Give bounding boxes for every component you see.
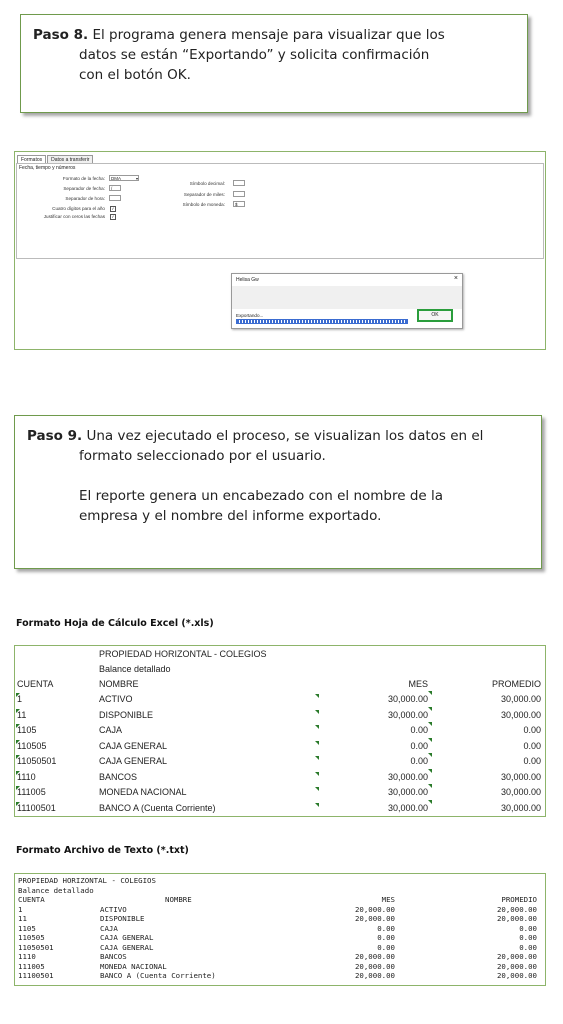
cell-indicator-icon [315, 756, 319, 760]
time-sep-label: Separador de hora: [65, 196, 105, 201]
table-row [15, 770, 545, 785]
cell-promedio: 0.00 [523, 756, 541, 766]
cell-indicator-icon [428, 784, 432, 788]
text-cell-nombre: BANCOS [100, 952, 127, 961]
table-row [15, 754, 545, 769]
cell-indicator-icon [315, 803, 319, 807]
group-label: Fecha, tiempo y números [19, 165, 76, 171]
text-cell-cuenta: 11 [18, 914, 27, 923]
text-row [15, 952, 545, 962]
text-cell-promedio: 0.00 [519, 933, 537, 942]
table-row [15, 708, 545, 723]
cell-indicator-icon [16, 693, 20, 697]
year4-checkbox[interactable]: ✓ [111, 206, 115, 211]
cell-nombre: ACTIVO [99, 694, 133, 704]
step8-line1-row [33, 25, 515, 45]
cell-cuenta: 1105 [17, 725, 37, 735]
cell-promedio: 30,000.00 [500, 694, 541, 704]
col-nombre: NOMBRE [99, 679, 139, 689]
currency-label: Símbolo de moneda: [182, 202, 225, 207]
cell-indicator-icon [428, 769, 432, 773]
chevron-down-icon: ▾ [135, 176, 138, 181]
cell-mes: 0.00 [410, 725, 428, 735]
step9-line3: El reporte genera un encabezado con el nombre de la [79, 488, 444, 504]
cell-cuenta: 1110 [17, 771, 36, 782]
excel-report-row [15, 662, 545, 677]
cell-cuenta: 11 [17, 709, 27, 720]
ok-button[interactable]: OK [417, 309, 453, 322]
cell-cuenta: 11050501 [17, 756, 57, 766]
text-cell-promedio: 20,000.00 [496, 971, 537, 980]
cell-promedio: 0.00 [523, 725, 541, 735]
text-cell-cuenta: 11100501 [18, 971, 54, 980]
cell-nombre: CAJA GENERAL [99, 756, 168, 766]
cell-indicator-icon [428, 753, 432, 757]
text-cell-promedio: 20,000.00 [496, 914, 537, 923]
text-company-row [15, 876, 545, 886]
time-sep-input[interactable] [109, 195, 121, 201]
thousands-label: Separador de miles: [183, 192, 225, 197]
step9-note [14, 415, 542, 569]
text-cell-mes: 20,000.00 [354, 952, 395, 961]
text-cell-mes: 20,000.00 [354, 904, 395, 914]
cell-nombre: DISPONIBLE [99, 709, 154, 720]
cell-indicator-icon [428, 800, 432, 804]
text-col-promedio: PROMEDIO [501, 895, 537, 904]
text-cell-mes: 20,000.00 [354, 914, 395, 923]
table-row [15, 739, 545, 754]
cell-nombre: MONEDA NACIONAL [99, 787, 187, 797]
cell-promedio: 30,000.00 [500, 802, 541, 813]
export-dialog [231, 273, 463, 329]
cell-mes: 30,000.00 [387, 709, 428, 720]
cell-cuenta: 110505 [17, 740, 47, 751]
cell-indicator-icon [16, 786, 20, 790]
text-row [15, 943, 545, 953]
text-col-nombre: NOMBRE [165, 895, 192, 904]
text-company: PROPIEDAD HORIZONTAL - COLEGIOS [18, 876, 156, 885]
text-cell-cuenta: 1110 [18, 952, 36, 961]
text-cell-cuenta: 111005 [18, 961, 45, 971]
cell-indicator-icon [16, 802, 20, 806]
text-cell-mes: 20,000.00 [354, 971, 395, 980]
dialog-message: Exportando... [236, 313, 264, 318]
text-cell-promedio: 20,000.00 [496, 961, 537, 971]
col-cuenta: CUENTA [17, 679, 54, 689]
table-row [15, 692, 545, 707]
cell-indicator-icon [428, 722, 432, 726]
step9-line1: Una vez ejecutado el proceso, se visualizan los datos en el [86, 428, 484, 444]
text-row [15, 971, 545, 981]
excel-header-row [15, 677, 545, 692]
text-cell-mes: 0.00 [377, 923, 395, 933]
step8-line3: con el botón OK. [79, 67, 191, 83]
decimal-label: Símbolo decimal: [189, 181, 225, 186]
date-sep-input[interactable]: / [109, 185, 121, 191]
text-cell-nombre: CAJA GENERAL [100, 933, 154, 942]
text-cell-cuenta: 1105 [18, 923, 36, 933]
text-row [15, 962, 545, 972]
cell-mes: 30,000.00 [387, 802, 428, 813]
table-row [15, 801, 545, 816]
step9-line1-row [27, 426, 529, 446]
cell-nombre: CAJA GENERAL [99, 740, 168, 751]
cell-mes: 30,000.00 [387, 771, 428, 782]
text-row [15, 905, 545, 915]
excel-sheet [14, 645, 546, 817]
text-col-cuenta: CUENTA [18, 895, 45, 904]
cell-cuenta: 11100501 [17, 802, 56, 813]
cell-mes: 0.00 [410, 740, 428, 751]
cell-promedio: 30,000.00 [500, 709, 541, 720]
text-cell-promedio: 20,000.00 [496, 904, 537, 914]
text-heading: Formato Archivo de Texto (*.txt) [16, 845, 189, 856]
step8-note [20, 14, 528, 113]
cell-indicator-icon [315, 725, 319, 729]
justify-label: Justificar con ceros las fechas [43, 214, 105, 219]
dialog-body [232, 286, 462, 309]
text-cell-nombre: BANCO A (Cuenta Corriente) [100, 971, 216, 980]
text-cell-cuenta: 110505 [18, 933, 45, 942]
text-cell-cuenta: 1 [18, 904, 23, 914]
cell-indicator-icon [315, 710, 319, 714]
text-cell-nombre: ACTIVO [100, 904, 127, 914]
cell-nombre: BANCOS [99, 771, 138, 782]
text-row [15, 933, 545, 943]
export-screenshot [14, 151, 546, 350]
table-row [15, 723, 545, 738]
text-cell-mes: 0.00 [377, 942, 395, 952]
date-format-value: DMA [111, 176, 121, 181]
text-cell-nombre: CAJA [100, 923, 118, 933]
date-number-group [16, 163, 544, 259]
cell-indicator-icon [315, 787, 319, 791]
text-row [15, 914, 545, 924]
tab-formatos[interactable]: Formatos [17, 155, 46, 164]
step9-label: Paso 9. [27, 428, 83, 444]
cell-indicator-icon [315, 741, 319, 745]
decimal-input[interactable] [233, 180, 245, 186]
text-cell-nombre: DISPONIBLE [100, 914, 145, 923]
excel-company: PROPIEDAD HORIZONTAL - COLEGIOS [99, 649, 267, 659]
thousands-input[interactable] [233, 191, 245, 197]
step8-line2: datos se están “Exportando” y solicita confirmación [79, 47, 430, 63]
cell-indicator-icon [428, 738, 432, 742]
text-cell-promedio: 0.00 [519, 923, 537, 933]
cell-promedio: 30,000.00 [500, 787, 541, 797]
date-format-label: Formato de la fecha: [62, 176, 105, 181]
date-sep-label: Separador de fecha: [63, 186, 105, 191]
cell-indicator-icon [16, 709, 20, 713]
cell-indicator-icon [16, 755, 20, 759]
step9-line2: formato seleccionado por el usuario. [79, 448, 326, 464]
excel-heading: Formato Hoja de Cálculo Excel (*.xls) [16, 618, 214, 629]
cell-indicator-icon [16, 740, 20, 744]
cell-promedio: 0.00 [523, 740, 541, 751]
justify-checkbox[interactable]: ✓ [111, 214, 115, 219]
table-row [15, 785, 545, 800]
text-header-row [15, 895, 545, 905]
text-cell-promedio: 0.00 [519, 942, 537, 952]
cell-indicator-icon [16, 724, 20, 728]
progress-bar [236, 319, 408, 324]
date-format-select[interactable] [109, 175, 139, 181]
text-row [15, 924, 545, 934]
cell-indicator-icon [428, 691, 432, 695]
currency-input[interactable]: $ [233, 201, 245, 207]
text-cell-nombre: MONEDA NACIONAL [100, 961, 167, 971]
dialog-title: Helisa Gw [236, 277, 259, 283]
text-cell-promedio: 20,000.00 [496, 952, 537, 961]
col-mes: MES [408, 679, 428, 689]
excel-company-row [15, 647, 545, 662]
cell-mes: 30,000.00 [387, 694, 428, 704]
text-export-box [14, 873, 546, 986]
text-cell-mes: 20,000.00 [354, 961, 395, 971]
cell-indicator-icon [16, 771, 20, 775]
col-promedio: PROMEDIO [491, 679, 541, 689]
cell-cuenta: 1 [17, 694, 23, 704]
text-cell-nombre: CAJA GENERAL [100, 942, 154, 952]
cell-nombre: CAJA [99, 725, 123, 735]
close-icon[interactable]: × [453, 275, 458, 282]
cell-nombre: BANCO A (Cuenta Corriente) [99, 802, 216, 813]
text-cell-cuenta: 11050501 [18, 942, 54, 952]
cell-mes: 0.00 [410, 756, 428, 766]
text-report: Balance detallado [18, 885, 94, 895]
step8-line1: El programa genera mensaje para visualizar que los [92, 27, 445, 43]
cell-indicator-icon [315, 772, 319, 776]
excel-report: Balance detallado [99, 664, 171, 674]
step9-line4: empresa y el nombre del informe exportado. [79, 508, 382, 524]
text-cell-mes: 0.00 [377, 933, 395, 942]
cell-promedio: 30,000.00 [500, 771, 541, 782]
text-col-mes: MES [381, 895, 395, 904]
cell-indicator-icon [428, 707, 432, 711]
text-report-row [15, 886, 545, 896]
cell-mes: 30,000.00 [387, 787, 428, 797]
cell-indicator-icon [315, 694, 319, 698]
cell-cuenta: 111005 [17, 787, 46, 797]
tab-datos-transferir[interactable]: Datos a transferir [47, 155, 93, 164]
year4-label: Cuatro dígitos para el año [52, 206, 105, 211]
step8-label: Paso 8. [33, 27, 89, 43]
